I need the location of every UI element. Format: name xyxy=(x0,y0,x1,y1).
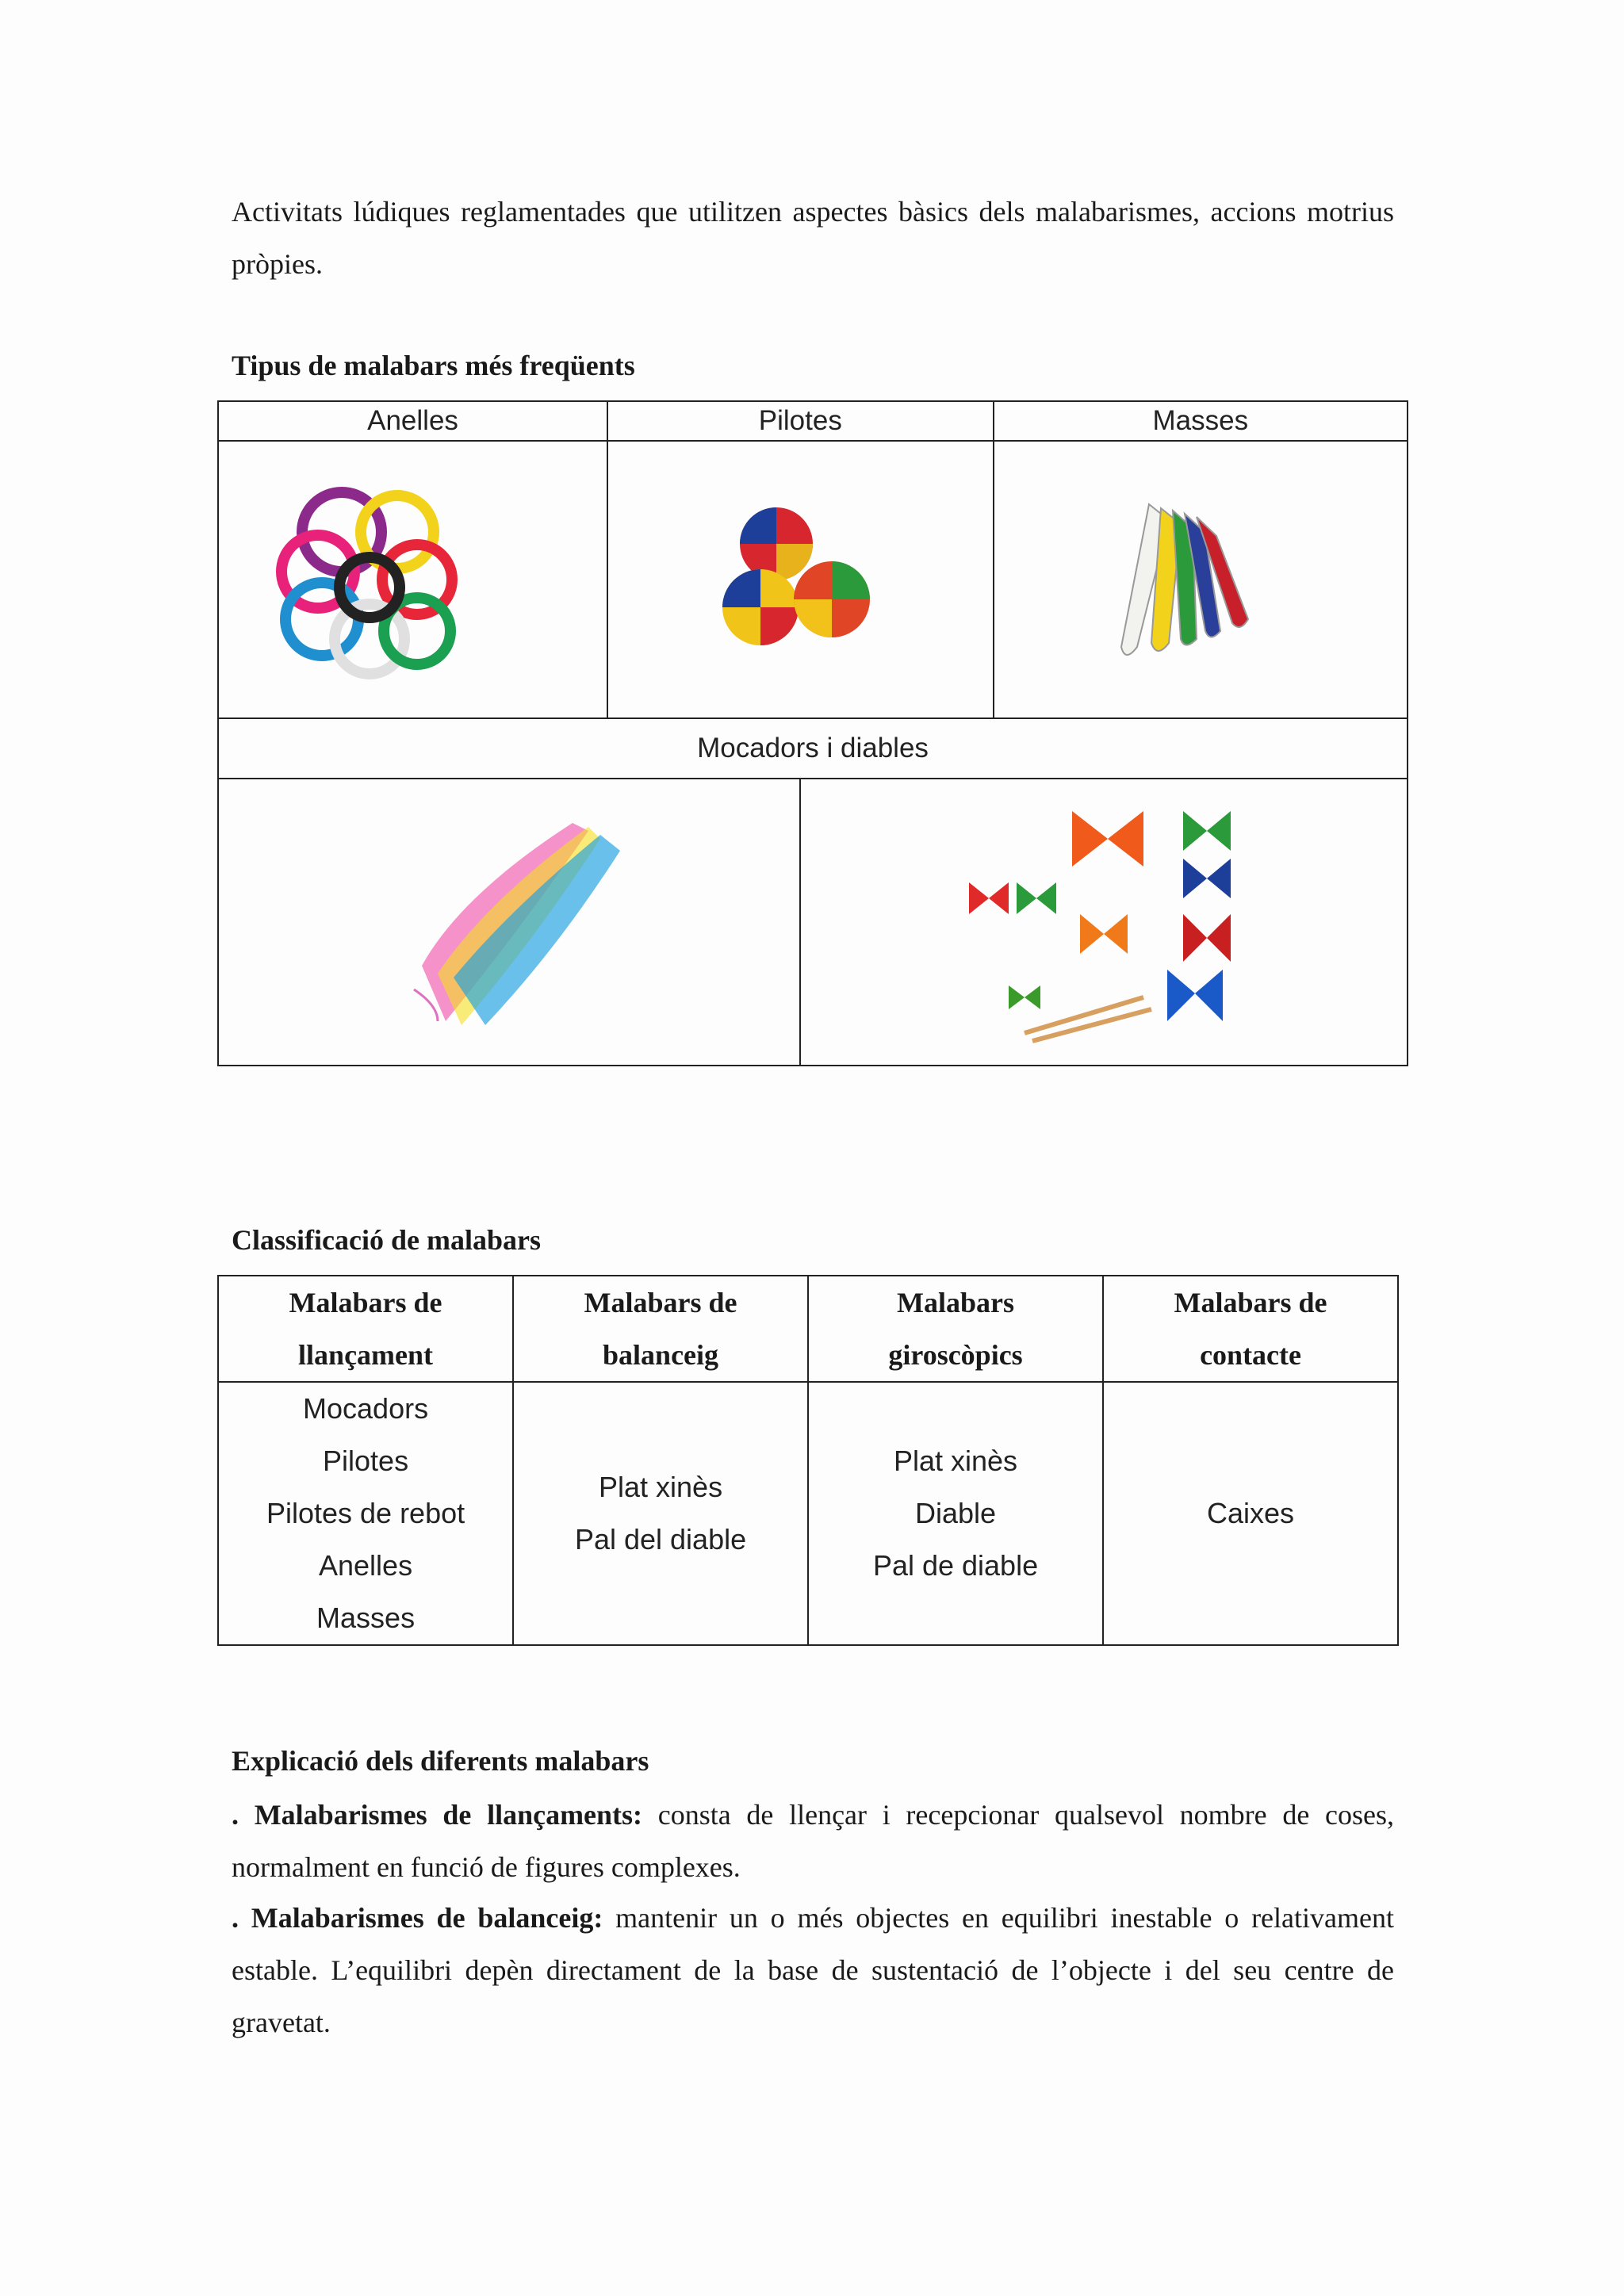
intro-paragraph: Activitats lúdiques reglamentades que utilitzen aspectes bàsics dels malabarismes, accions motrius pròpies. xyxy=(232,196,1394,280)
explanation-entry-llancaments xyxy=(232,1789,1394,1893)
header-llancament: Malabars de llançament xyxy=(218,1276,513,1382)
items-contacte: Caixes xyxy=(1103,1382,1398,1645)
row-header-mocadors-diables: Mocadors i diables xyxy=(218,718,1408,779)
juggling-rings-image xyxy=(266,476,473,683)
text-llancaments: consta de llençar i recepcionar qualsevol nombre de coses, normalment en funció de figures complexes. xyxy=(232,1799,1394,1883)
column-header-anelles: Anelles xyxy=(218,401,607,441)
header-balanceig: Malabars de balanceig xyxy=(513,1276,808,1382)
clubs-image-cell xyxy=(994,441,1408,718)
diabolos-image-cell xyxy=(800,779,1408,1066)
items-giroscopics: Plat xinès Diable Pal de diable xyxy=(808,1382,1103,1645)
explanation-section-title: Explicació dels diferents malabars xyxy=(232,1745,649,1777)
types-section-title: Tipus de malabars més freqüents xyxy=(232,350,635,381)
header-contacte: Malabars de contacte xyxy=(1103,1276,1398,1382)
term-balanceig: . Malabarismes de balanceig: xyxy=(232,1902,603,1934)
juggling-clubs-image xyxy=(1105,488,1296,671)
juggling-balls-image xyxy=(713,500,887,659)
items-balanceig: Plat xinès Pal del diable xyxy=(513,1382,808,1645)
term-llancaments: . Malabarismes de llançaments: xyxy=(232,1799,643,1831)
types-table xyxy=(217,400,1408,719)
classification-section-title: Classificació de malabars xyxy=(232,1224,541,1256)
rings-image-cell xyxy=(218,441,607,718)
column-header-masses: Masses xyxy=(994,401,1408,441)
classification-table xyxy=(217,1275,1399,1646)
items-llancament: Mocadors Pilotes Pilotes de rebot Anelles Masses xyxy=(218,1382,513,1645)
explanation-entry-balanceig xyxy=(232,1892,1394,2049)
balls-image-cell xyxy=(607,441,994,718)
juggling-scarves-image xyxy=(390,807,628,1037)
scarves-image-cell xyxy=(218,779,800,1066)
diabolos-image xyxy=(953,795,1254,1049)
types-table-row2 xyxy=(217,718,1408,1066)
text-balanceig: mantenir un o més objectes en equilibri inestable o relativament estable. L’equilibri depèn directament de la base de sustentació de l’objecte i del seu centre de gravetat. xyxy=(232,1902,1394,2038)
header-giroscopics: Malabars giroscòpics xyxy=(808,1276,1103,1382)
column-header-pilotes: Pilotes xyxy=(607,401,994,441)
